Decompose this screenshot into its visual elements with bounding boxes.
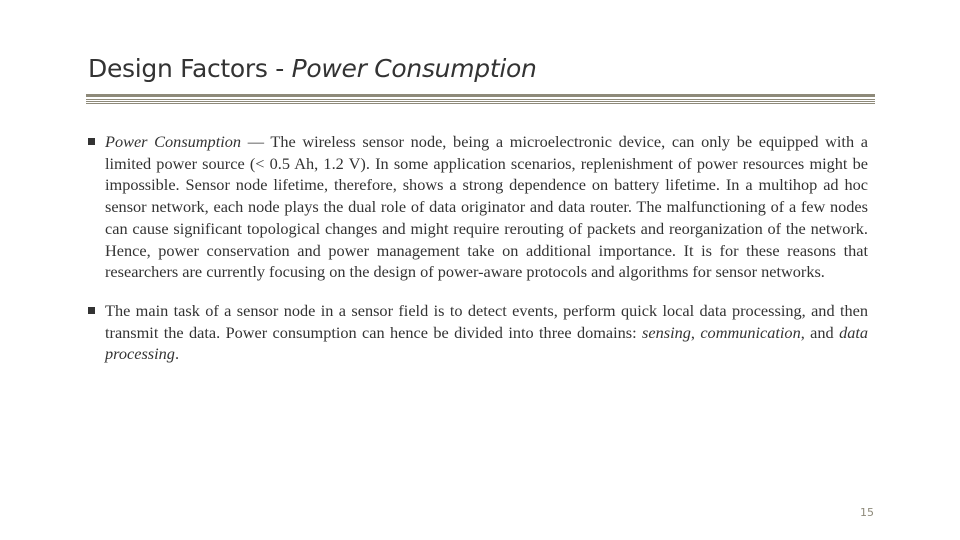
separator: , (690, 322, 701, 342)
domain-communication: communication (700, 322, 801, 342)
square-bullet-icon (88, 138, 95, 145)
slide-title (88, 54, 537, 83)
slide-content (87, 131, 868, 365)
bullet-item (87, 131, 868, 283)
sentence-end: . (174, 344, 180, 364)
separator: , and (800, 322, 840, 342)
slide-title-main: Design Factors - (88, 54, 292, 83)
title-divider-line (86, 99, 875, 100)
square-bullet-icon (88, 307, 95, 314)
title-divider-thick (86, 94, 875, 97)
bullet-text: — The wireless sensor node, being a microelectronic device, can only be equipped with a limited power source (< 0.5 Ah, 1.2 V). In some application scenarios, replenishment of power resources might be impossible. Sensor node lifetime, therefore, shows a strong dependence on battery lifetime. In a multihop ad hoc sensor network, each node plays the dual role of data originator and data router. The malfunctioning of a few nodes can cause significant topological changes and might require rerouting of packets and reorganization of the network. Hence, power conservation and power management take on additional importance. It is for these reasons that researchers are currently focusing on the design of power-aware protocols and algorithms for sensor networks. (105, 132, 868, 282)
bullet-item (87, 300, 868, 365)
domain-data-processing: data processing (105, 322, 869, 364)
bullet-lead-term: Power Consumption (105, 132, 242, 151)
title-divider-line (86, 101, 875, 102)
page-number: 15 (860, 506, 874, 519)
slide-title-subtitle: Power Consumption (291, 54, 537, 83)
bullet-text: The main task of a sensor node in a sensor field is to detect events, perform quick local data processing, and then transmit the data. Power consumption can hence be divided into three domains: (105, 300, 868, 342)
title-divider-line (86, 103, 875, 104)
domain-sensing: sensing (642, 322, 691, 342)
